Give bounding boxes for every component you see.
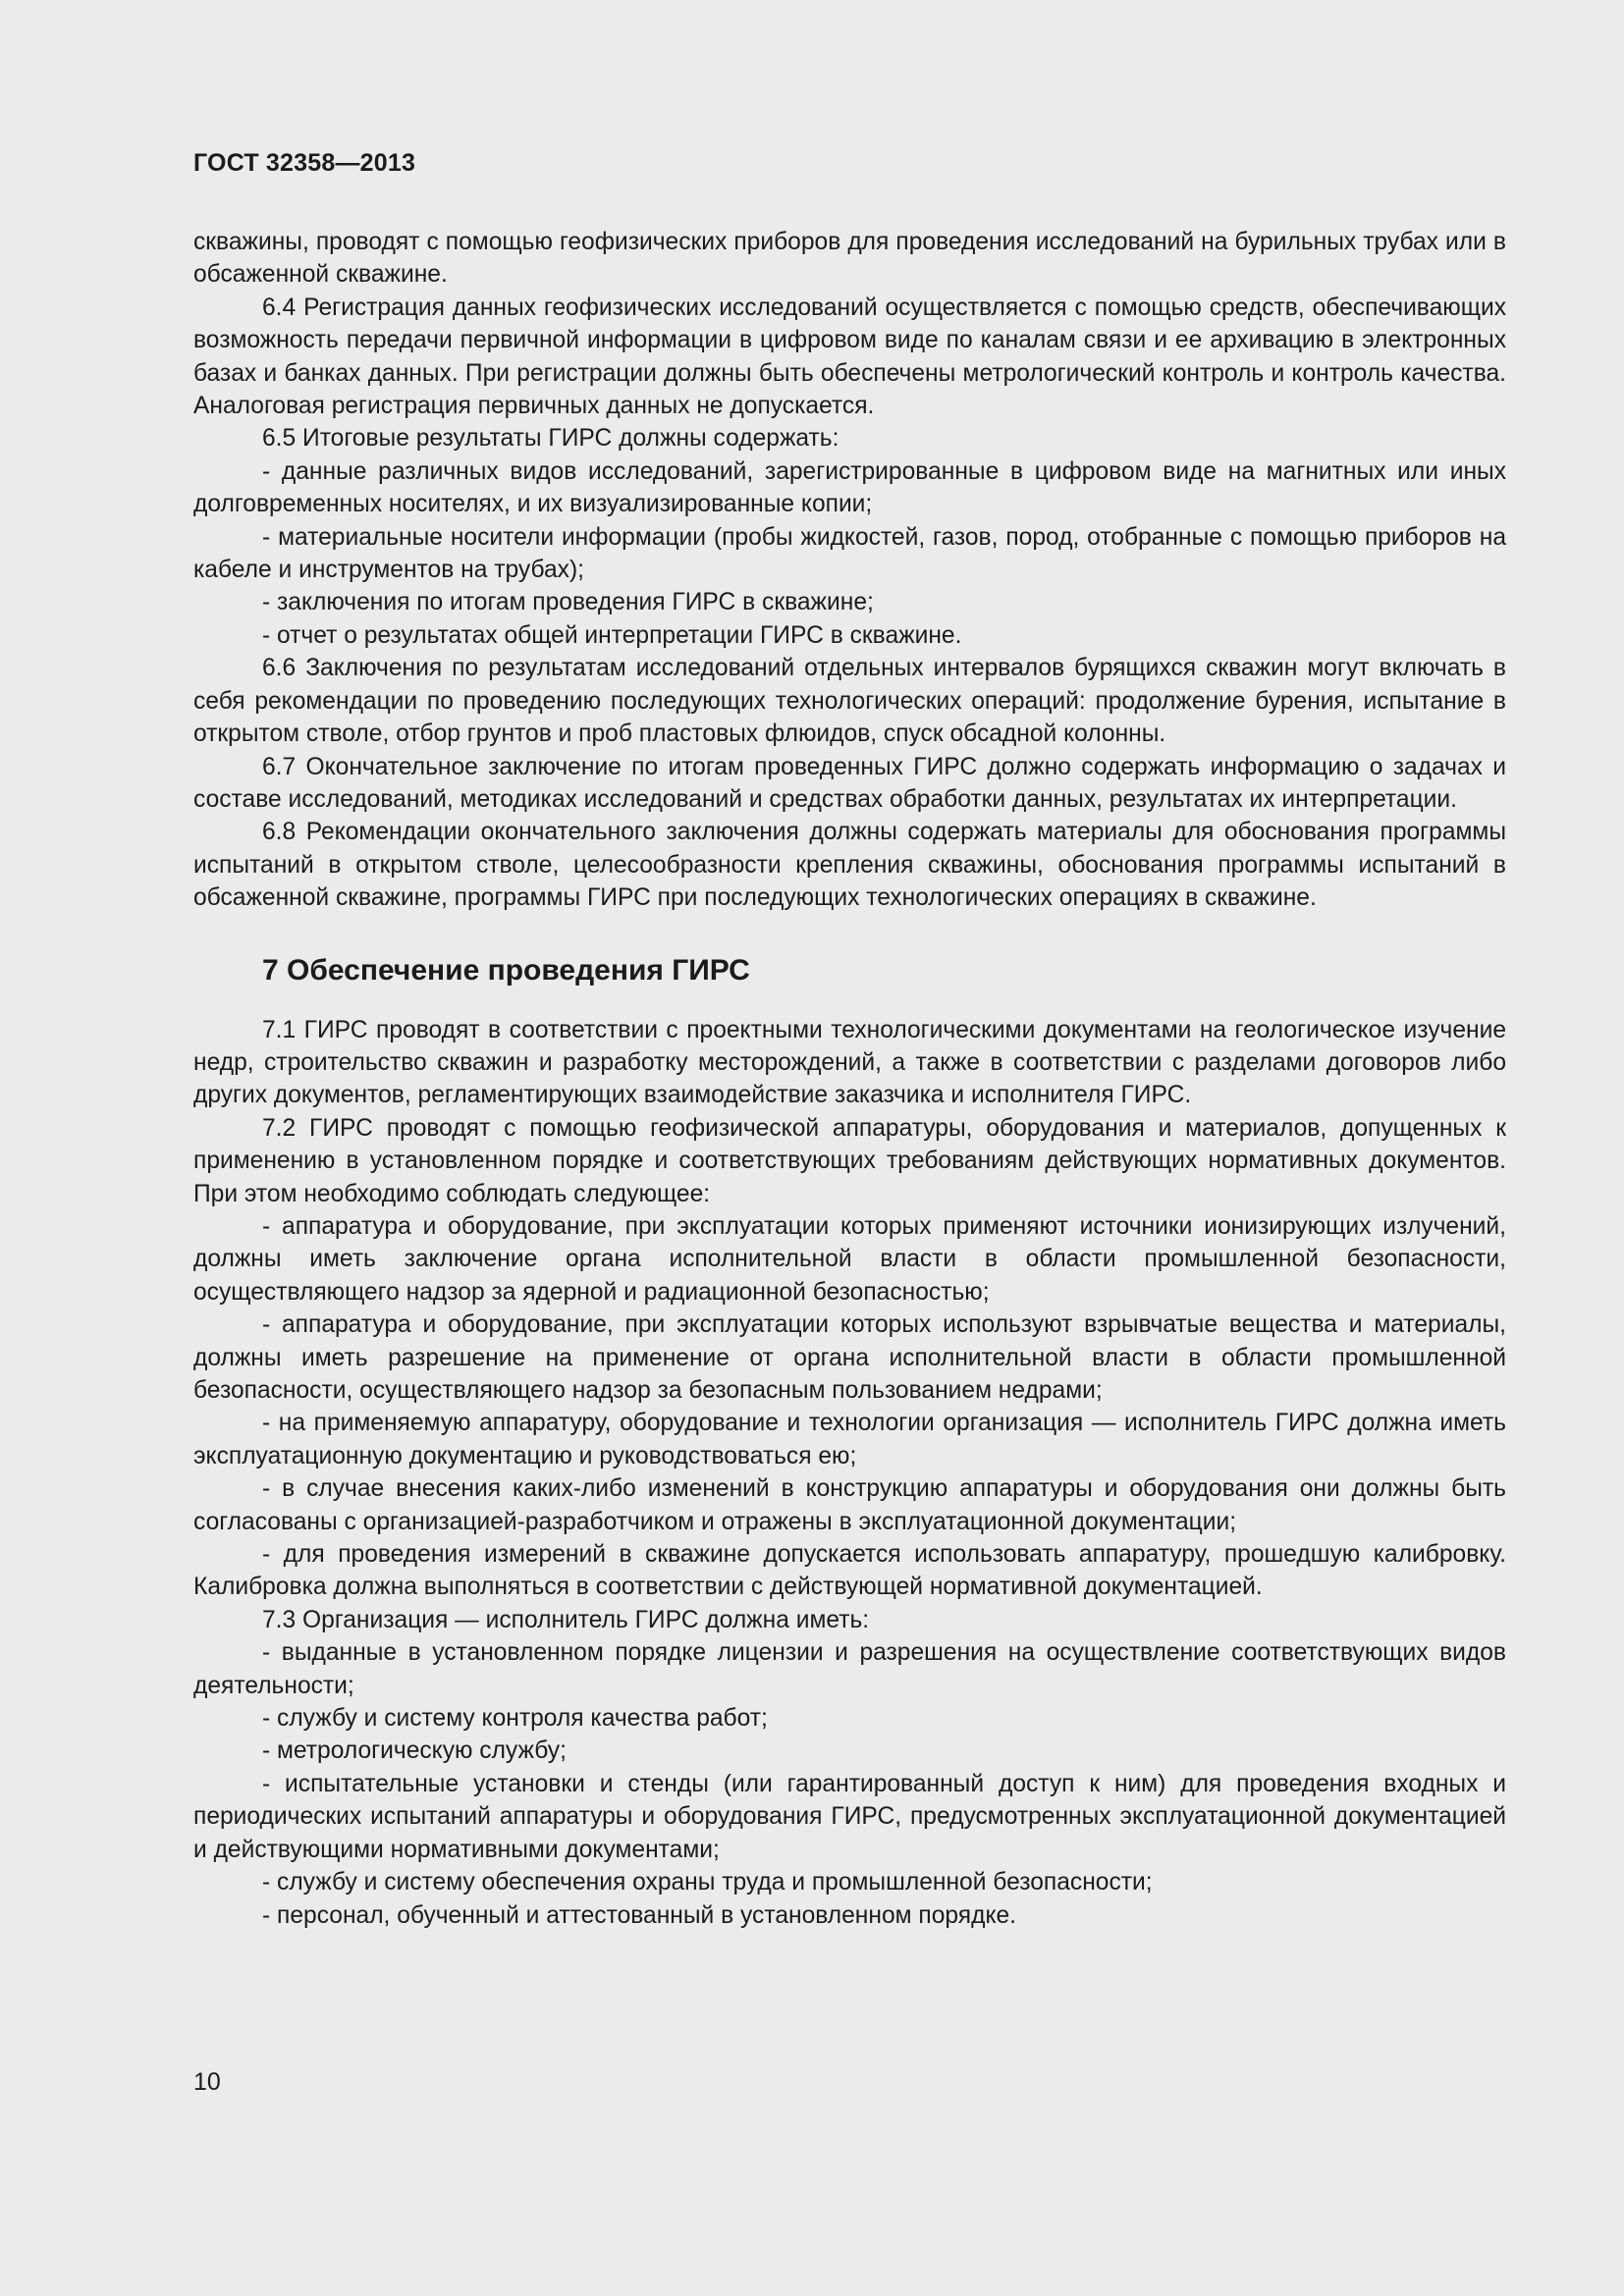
list-item: - метрологическую службу; — [262, 1737, 567, 1765]
list-item: - аппаратура и оборудование, при эксплуатации которых применяют источники ионизирующих излучений, должны иметь заключение органа исполнительной власти в области промышленной безопасности, осуществляющего надзор за ядерной и радиационной безопасностью; — [193, 1212, 1506, 1306]
list-item: - на применяемую аппаратуру, оборудование и технологии организация — исполнитель ГИРС должна иметь эксплуатационную документацию и руководствоваться ею; — [193, 1410, 1506, 1469]
list-item: - данные различных видов исследований, зарегистрированные в цифровом виде на магнитных или иных долговременных носителях, и их визуализированные копии; — [193, 457, 1506, 518]
paragraph: скважины, проводят с помощью геофизических приборов для проведения исследований на бурильных трубах или в обсаженной скважине. — [193, 229, 1506, 289]
list-item: - в случае внесения каких-либо изменений в конструкцию аппаратуры и оборудования они должны быть согласованы с организацией-разработчиком и отражены в эксплуатационной документации; — [193, 1475, 1506, 1535]
paragraph: 7.3 Организация — исполнитель ГИРС должна иметь: — [262, 1606, 870, 1633]
paragraph: 6.5 Итоговые результаты ГИРС должны содержать: — [262, 425, 839, 453]
document-header: ГОСТ 32358—2013 — [193, 149, 416, 177]
paragraph: 6.7 Окончательное заключение по итогам проведенных ГИРС должно содержать информацию о задачах и составе исследований, методиках исследований и средствах обработки данных, результатах их интерпретации. — [193, 753, 1506, 813]
paragraph: 7.1 ГИРС проводят в соответствии с проектными технологическими документами на геологическое изучение недр, строительство скважин и разработку месторождений, а также в соответствии с разделами договоров либо других документов, регламентирующих взаимодействие заказчика и исполнителя ГИРС. — [193, 1016, 1506, 1109]
page-number: 10 — [193, 2068, 221, 2096]
list-item: - выданные в установленном порядке лицензии и разрешения на осуществление соответствующих видов деятельности; — [193, 1639, 1506, 1699]
list-item: - персонал, обученный и аттестованный в установленном порядке. — [262, 1901, 1016, 1929]
paragraph: 7.2 ГИРС проводят с помощью геофизической аппаратуры, оборудования и материалов, допущенных к применению в установленном порядке и соответствующих требованиям действующих нормативных документов. При этом необходимо соблюдать следующее: — [193, 1114, 1506, 1207]
paragraph: 6.6 Заключения по результатам исследований отдельных интервалов бурящихся скважин могут включать в себя рекомендации по проведению последующих технологических операций: продолжение бурения, испытание в открытом стволе, отбор грунтов и проб пластовых флюидов, спуск обсадной колонны. — [193, 655, 1506, 748]
document-body — [193, 226, 1506, 1932]
list-item: - заключения по итогам проведения ГИРС в скважине; — [262, 589, 874, 616]
list-item: - службу и систему контроля качества работ; — [262, 1705, 768, 1733]
paragraph: 6.8 Рекомендации окончательного заключения должны содержать материалы для обоснования программы испытаний в открытом стволе, целесообразности крепления скважины, обоснования программы испытаний в обсаженной скважине, программы ГИРС при последующих технологических операциях в скважине. — [193, 819, 1506, 912]
list-item: - материальные носители информации (пробы жидкостей, газов, пород, отобранные с помощью приборов на кабеле и инструментов на трубах); — [193, 523, 1506, 584]
list-item: - для проведения измерений в скважине допускается использовать аппаратуру, прошедшую калибровку. Калибровка должна выполняться в соответствии с действующей нормативной документацией. — [193, 1541, 1506, 1601]
list-item: - испытательные установки и стенды (или гарантированный доступ к ним) для проведения входных и периодических испытаний аппаратуры и оборудования ГИРС, предусмотренных эксплуатационной документацией и действующими нормативными документами; — [193, 1770, 1506, 1863]
list-item: - отчет о результатах общей интерпретации ГИРС в скважине. — [262, 621, 962, 649]
paragraph: 6.4 Регистрация данных геофизических исследований осуществляется с помощью средств, обеспечивающих возможность передачи первичной информации в цифровом виде по каналам связи и ее архивацию в электронных базах и банках данных. При регистрации должны быть обеспечены метрологический контроль и контроль качества. Аналоговая регистрация первичных данных не допускается. — [193, 294, 1506, 420]
list-item: - аппаратура и оборудование, при эксплуатации которых используют взрывчатые вещества и материалы, должны иметь разрешение на применение от органа исполнительной власти в области промышленной безопасности, осуществляющего надзор за безопасным пользованием недрами; — [193, 1311, 1506, 1404]
list-item: - службу и систему обеспечения охраны труда и промышленной безопасности; — [262, 1869, 1153, 1896]
section-heading: 7 Обеспечение проведения ГИРС — [262, 953, 750, 987]
